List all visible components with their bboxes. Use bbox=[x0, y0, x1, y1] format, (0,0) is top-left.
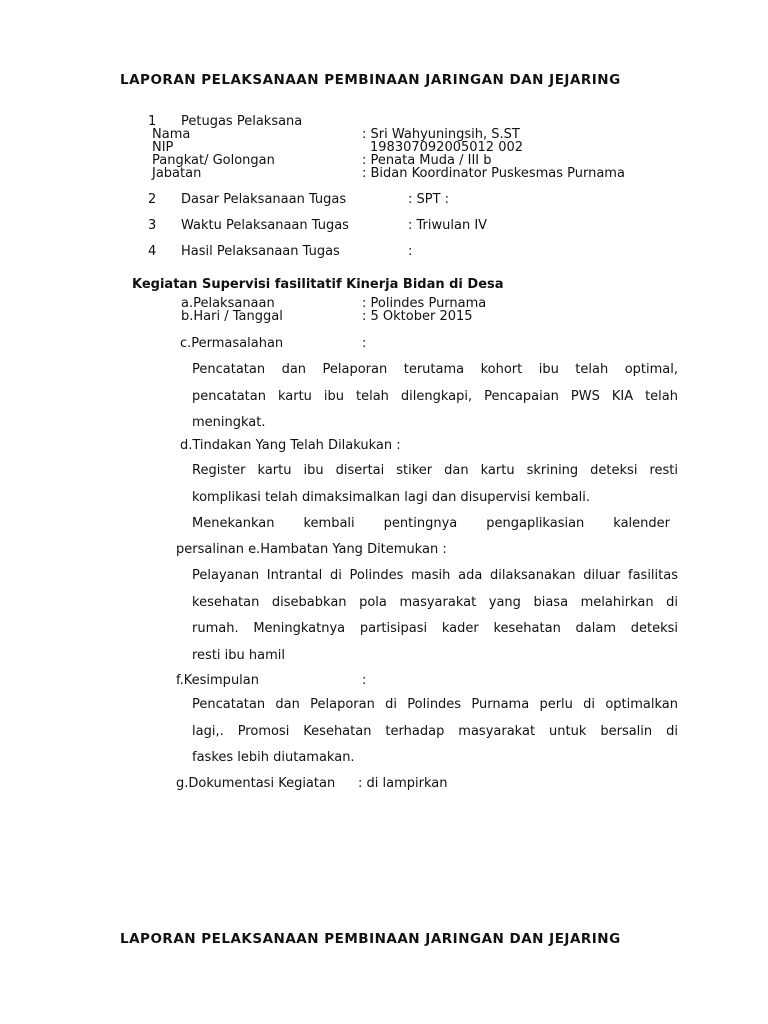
item-2-label: Dasar Pelaksanaan Tugas bbox=[181, 192, 347, 207]
kesimpulan-line: lagi,. Promosi Kesehatan terhadap masyarakat untuk bersalin di bbox=[192, 723, 678, 739]
pelaksanaan-label: a.Pelaksanaan bbox=[181, 296, 275, 311]
tindakan-line: Menekankan kembali pentingnya pengaplikasian kalender bbox=[192, 516, 670, 531]
nip-value: 198307092005012 002 bbox=[370, 140, 524, 155]
kesimpulan-line: Pencatatan dan Pelaporan di Polindes Purnama perlu di optimalkan bbox=[192, 697, 678, 712]
tindakan-line: Register kartu ibu disertai stiker dan kartu skrining deteksi resti bbox=[192, 463, 678, 478]
nama-label: Nama bbox=[152, 127, 191, 142]
tindakan-label: d.Tindakan Yang Telah Dilakukan : bbox=[180, 438, 401, 453]
permasalahan-label: c.Permasalahan bbox=[180, 336, 284, 351]
item-4-label: Hasil Pelaksanaan Tugas bbox=[181, 244, 340, 259]
tindakan-line: komplikasi telah dimaksimalkan lagi dan disupervisi kembali. bbox=[192, 489, 591, 505]
hambatan-line: Pelayanan Intrantal di Polindes masih ada dilaksanakan diluar fasilitas bbox=[192, 568, 678, 583]
permasalahan-line: pencatatan kartu ibu telah dilengkapi, Pencapaian PWS KIA telah bbox=[192, 388, 678, 404]
hari-value: : 5 Oktober 2015 bbox=[362, 309, 473, 324]
dokumentasi-value: : di lampirkan bbox=[358, 776, 448, 791]
kesimpulan-paragraph bbox=[192, 692, 678, 772]
section-1-number: 1 bbox=[148, 114, 157, 129]
item-3-label: Waktu Pelaksanaan Tugas bbox=[181, 218, 349, 233]
permasalahan-line: Pencatatan dan Pelaporan terutama kohort ibu telah optimal, bbox=[192, 362, 678, 377]
permasalahan-paragraph bbox=[192, 357, 678, 437]
permasalahan-line: meningkat. bbox=[192, 415, 266, 430]
jabatan-value: : Bidan Koordinator Puskesmas Purnama bbox=[362, 166, 625, 181]
hambatan-line: resti ibu hamil bbox=[192, 647, 285, 663]
item-2-number: 2 bbox=[148, 192, 157, 207]
kesimpulan-colon: : bbox=[362, 673, 367, 688]
hambatan-line: kesehatan disebabkan pola masyarakat yang biasa melahirkan di bbox=[192, 594, 678, 610]
nama-value: : Sri Wahyuningsih, S.ST bbox=[362, 127, 520, 142]
permasalahan-colon: : bbox=[362, 336, 367, 351]
hari-label: b.Hari / Tanggal bbox=[181, 309, 283, 324]
pangkat-label: Pangkat/ Golongan bbox=[152, 153, 275, 168]
pelaksanaan-value: : Polindes Purnama bbox=[362, 296, 487, 311]
item-4-number: 4 bbox=[148, 244, 157, 259]
hambatan-line: rumah. Meningkatnya partisipasi kader kesehatan dalam deteksi bbox=[192, 621, 678, 636]
hambatan-paragraph bbox=[192, 563, 678, 669]
item-3-value: : Triwulan IV bbox=[408, 218, 488, 233]
tindakan-paragraph bbox=[192, 458, 678, 538]
nip-label: NIP bbox=[152, 140, 174, 155]
next-page-title: LAPORAN PELAKSANAAN PEMBINAAN JARINGAN DAN JEJARING bbox=[120, 931, 621, 947]
section-1-heading: Petugas Pelaksana bbox=[181, 114, 303, 129]
page-title: LAPORAN PELAKSANAAN PEMBINAAN JARINGAN DAN JEJARING bbox=[120, 72, 621, 88]
dokumentasi-label: g.Dokumentasi Kegiatan bbox=[176, 776, 336, 791]
hambatan-label: persalinan e.Hambatan Yang Ditemukan : bbox=[176, 542, 447, 557]
item-4-value: : bbox=[408, 244, 413, 259]
pangkat-value: : Penata Muda / III b bbox=[362, 153, 492, 168]
kesimpulan-line: faskes lebih diutamakan. bbox=[192, 750, 355, 765]
jabatan-label: Jabatan bbox=[152, 166, 202, 181]
kegiatan-heading: Kegiatan Supervisi fasilitatif Kinerja Bidan di Desa bbox=[132, 277, 504, 292]
item-3-number: 3 bbox=[148, 218, 157, 233]
item-2-value: : SPT : bbox=[408, 192, 450, 207]
kesimpulan-label: f.Kesimpulan bbox=[176, 673, 259, 688]
